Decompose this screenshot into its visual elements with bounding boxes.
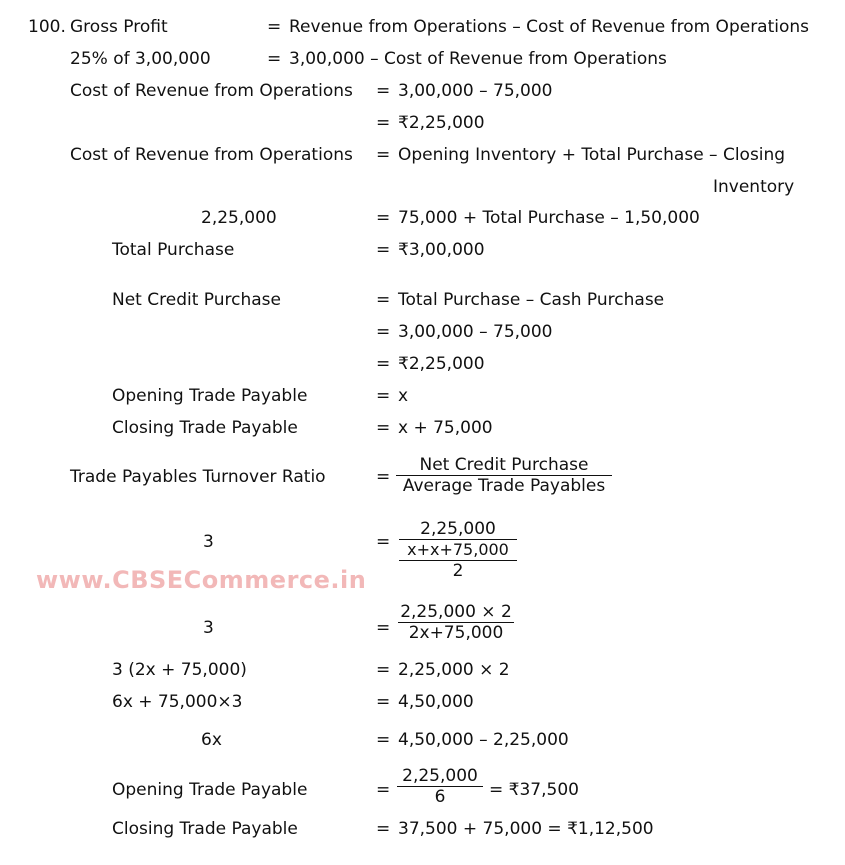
line-20-eq: =	[376, 819, 391, 839]
line-9-eq: =	[376, 322, 391, 342]
line-7-right: ₹3,00,000	[398, 240, 485, 260]
line-17-left: 6x + 75,000×3	[112, 692, 243, 712]
line-5-eq: =	[376, 145, 391, 165]
line-3-right: 3,00,000 – 75,000	[398, 81, 553, 101]
line-10-right: ₹2,25,000	[398, 354, 485, 374]
line-17-eq: =	[376, 692, 391, 712]
line-8-right: Total Purchase – Cash Purchase	[398, 290, 665, 310]
line-3-left: Cost of Revenue from Operations	[70, 81, 353, 101]
line-16-eq: =	[376, 660, 391, 680]
line-17-right: 4,50,000	[398, 692, 474, 712]
ratio-denominator: Average Trade Payables	[402, 476, 606, 496]
line-1-right: Revenue from Operations – Cost of Revenue from Operations	[289, 17, 810, 37]
line-4-right: ₹2,25,000	[398, 113, 485, 133]
opening-payable-fraction	[397, 766, 483, 807]
line-14-left: 3	[203, 532, 214, 552]
line-16-left: 3 (2x + 75,000)	[112, 660, 247, 680]
line-18-left: 6x	[201, 730, 222, 750]
simplified-fraction	[398, 602, 514, 643]
line-18-right: 4,50,000 – 2,25,000	[398, 730, 569, 750]
inner-denominator: 2	[452, 561, 464, 581]
line-19-eq: =	[376, 780, 391, 800]
line-14-eq: =	[376, 532, 391, 552]
inner-numerator: x+x+75,000	[399, 540, 517, 561]
line-8-eq: =	[376, 290, 391, 310]
line-8-left: Net Credit Purchase	[112, 290, 281, 310]
line-12-eq: =	[376, 418, 391, 438]
line-4-eq: =	[376, 113, 391, 133]
line-9-right: 3,00,000 – 75,000	[398, 322, 553, 342]
line-11-eq: =	[376, 386, 391, 406]
line-7-left: Total Purchase	[112, 240, 235, 260]
line-2-eq: =	[267, 49, 282, 69]
line-15-eq: =	[376, 618, 391, 638]
line-5-right: Opening Inventory + Total Purchase – Closing	[398, 145, 786, 165]
question-number: 100.	[28, 17, 66, 37]
line-11-right: x	[398, 386, 409, 406]
line-5-right-cont: Inventory	[713, 177, 795, 197]
line-20-right: 37,500 + 75,000 = ₹1,12,500	[398, 819, 654, 839]
nested-numerator: 2,25,000	[420, 519, 496, 539]
line-7-eq: =	[376, 240, 391, 260]
line-15-left: 3	[203, 618, 214, 638]
line-2-left: 25% of 3,00,000	[70, 49, 211, 69]
line-10-eq: =	[376, 354, 391, 374]
line-2-right: 3,00,000 – Cost of Revenue from Operations	[289, 49, 667, 69]
line-20-left: Closing Trade Payable	[112, 819, 298, 839]
line-12-right: x + 75,000	[398, 418, 493, 438]
line-6-right: 75,000 + Total Purchase – 1,50,000	[398, 208, 700, 228]
line-11-left: Opening Trade Payable	[112, 386, 308, 406]
line-13-left: Trade Payables Turnover Ratio	[70, 467, 326, 487]
nested-fraction	[399, 519, 517, 581]
simplified-denominator: 2x+75,000	[408, 623, 504, 643]
line-5-left: Cost of Revenue from Operations	[70, 145, 353, 165]
line-16-right: 2,25,000 × 2	[398, 660, 510, 680]
ratio-numerator: Net Credit Purchase	[419, 455, 589, 475]
watermark: www.CBSECommerce.in	[36, 566, 367, 594]
line-19-left: Opening Trade Payable	[112, 780, 308, 800]
line-18-eq: =	[376, 730, 391, 750]
opening-denominator: 6	[434, 787, 446, 807]
line-3-eq: =	[376, 81, 391, 101]
line-1-eq: =	[267, 17, 282, 37]
line-6-left: 2,25,000	[201, 208, 277, 228]
line-12-left: Closing Trade Payable	[112, 418, 298, 438]
line-6-eq: =	[376, 208, 391, 228]
line-1-left: Gross Profit	[70, 17, 168, 37]
line-13-eq: =	[376, 467, 391, 487]
line-19-result: = ₹37,500	[489, 780, 579, 800]
opening-numerator: 2,25,000	[402, 766, 478, 786]
ratio-fraction	[396, 455, 612, 496]
simplified-numerator: 2,25,000 × 2	[400, 602, 512, 622]
